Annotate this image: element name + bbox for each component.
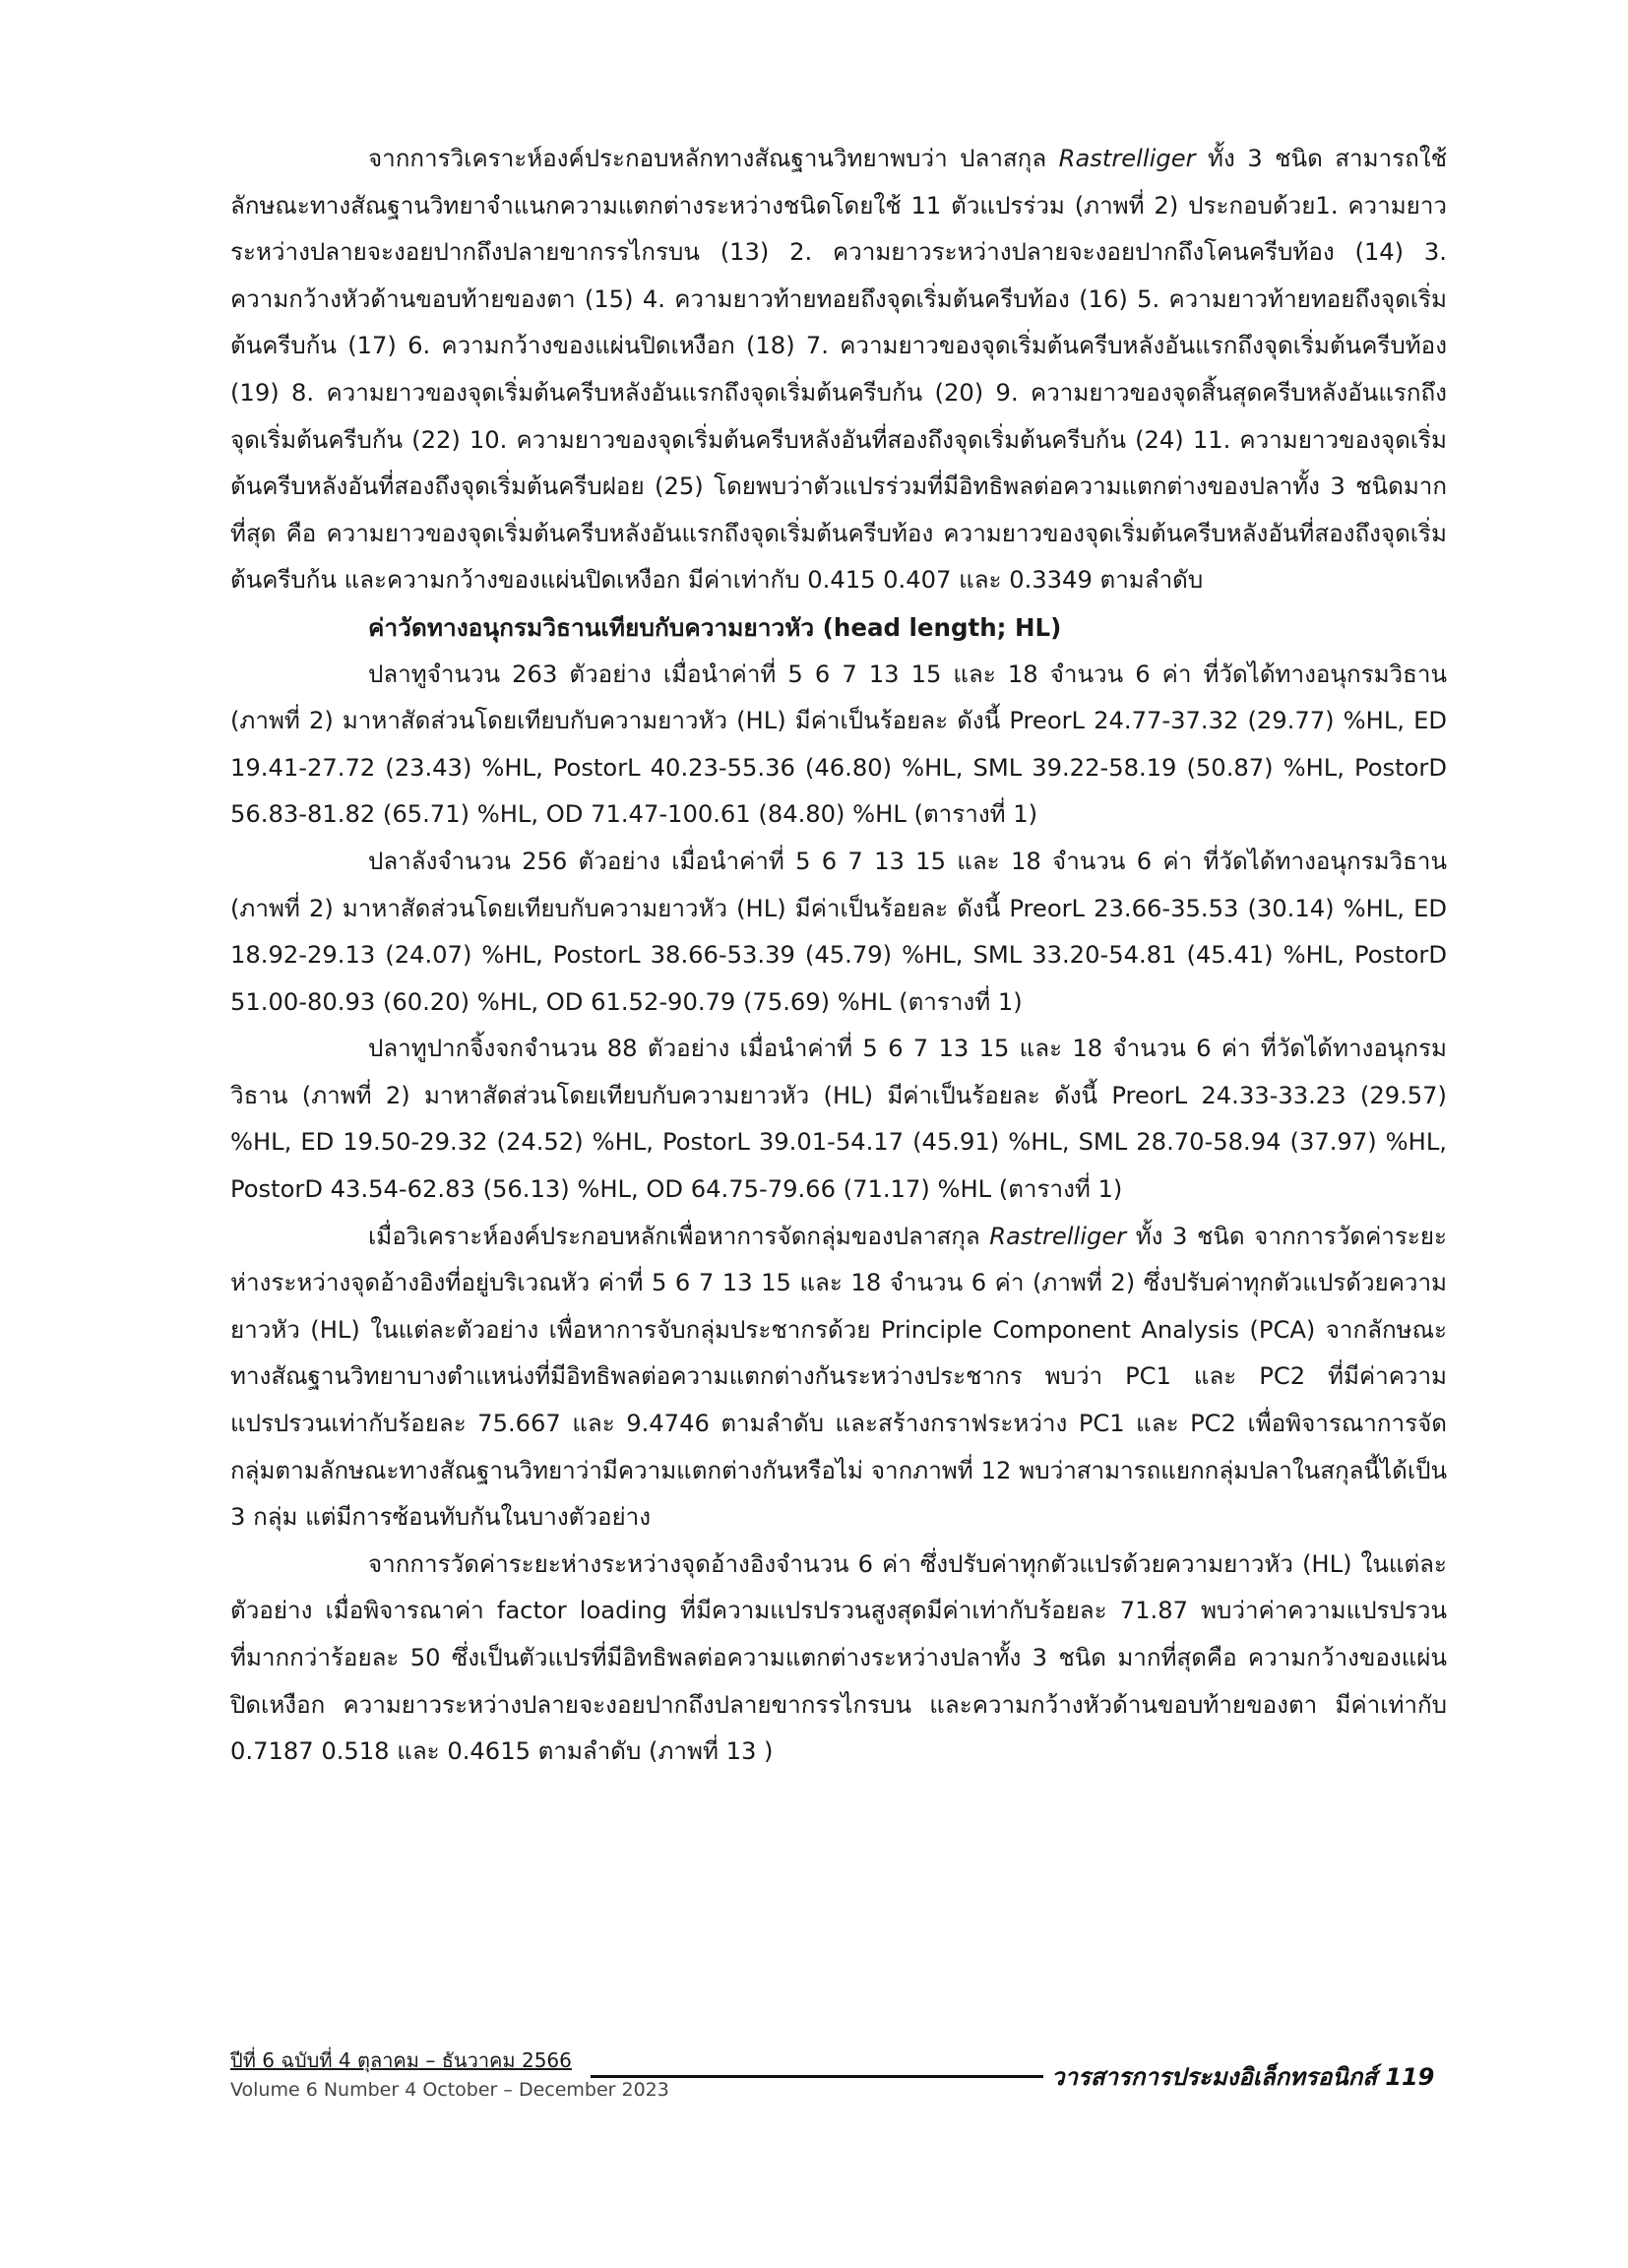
footer-thai-issue: ปีที่ 6 ฉบับที่ 4 ตุลาคม – ธันวาคม 2566: [230, 2048, 572, 2072]
paragraph-rastrelliger-kanagurta: ปลาลังจำนวน 256 ตัวอย่าง เมื่อนำค่าที่ 5 6 7 13 15 และ 18 จำนวน 6 ค่า ที่วัดได้ทางอนุกรมวิธาน (ภาพที่ 2) มาหาสัดส่วนโดยเทียบกับความยาวหัว (HL) มีค่าเป็นร้อยละ ดังนี้ PreorL 23.66-35.53 (30.14) %HL, ED 18.92-29.13 (24.07) %HL, PostorL 38.66-53.39 (45.79) %HL, SML 33.20-54.81 (45.41) %HL, PostorD 51.00-80.93 (60.20) %HL, OD 61.52-90.79 (75.69) %HL (ตารางที่ 1): [230, 847, 1447, 1016]
paragraph-morphology-pca: [230, 136, 1447, 604]
page-number: 119: [1385, 2063, 1435, 2091]
paragraph-text-before: จากการวิเคราะห์องค์ประกอบหลักทางสัณฐานวิทยาพบว่า ปลาสกุล: [368, 145, 1059, 172]
paragraph-text-before: เมื่อวิเคราะห์องค์ประกอบหลักเพื่อหาการจัดกลุ่มของปลาสกุล: [368, 1222, 990, 1250]
paragraph-text-after: ทั้ง 3 ชนิด สามารถใช้ลักษณะทางสัณฐานวิทยาจำแนกความแตกต่างระหว่างชนิดโดยใช้ 11 ตัวแปรร่วม (ภาพที่ 2) ประกอบด้วย1. ความยาวระหว่างปลายจะงอยปากถึงปลายขากรรไกรบน (13) 2. ความยาวระหว่างปลายจะงอยปากถึงโคนครีบท้อง (14) 3. ความกว้างหัวด้านขอบท้ายของตา (15) 4. ความยาวท้ายทอยถึงจุดเริ่มต้นครีบท้อง (16) 5. ความยาวท้ายทอยถึงจุดเริ่มต้นครีบก้น (17) 6. ความกว้างของแผ่นปิดเหงือก (18) 7. ความยาวของจุดเริ่มต้นครีบหลังอันแรกถึงจุดเริ่มต้นครีบท้อง (19) 8. ความยาวของจุดเริ่มต้นครีบหลังอันแรกถึงจุดเริ่มต้นครีบก้น (20) 9. ความยาวของจุดสิ้นสุดครีบหลังอันแรกถึงจุดเริ่มต้นครีบก้น (22) 10. ความยาวของจุดเริ่มต้นครีบหลังอันที่สองถึงจุดเริ่มต้นครีบก้น (24) 11. ความยาวของจุดเริ่มต้นครีบหลังอันที่สองถึงจุดเริ่มต้นครีบฝอย (25) โดยพบว่าตัวแปรร่วมที่มีอิทธิพลต่อความแตกต่างของปลาทั้ง 3 ชนิดมากที่สุด คือ ความยาวของจุดเริ่มต้นครีบหลังอันแรกถึงจุดเริ่มต้นครีบท้อง ความยาวของจุดเริ่มต้นครีบหลังอันที่สองถึงจุดเริ่มต้นครีบก้น และความกว้างของแผ่นปิดเหงือก มีค่าเท่ากับ 0.415 0.407 และ 0.3349 ตามลำดับ: [230, 145, 1447, 595]
paragraph-factor-loading: จากการวัดค่าระยะห่างระหว่างจุดอ้างอิงจำนวน 6 ค่า ซึ่งปรับค่าทุกตัวแปรด้วยความยาวหัว (HL) ในแต่ละตัวอย่าง เมื่อพิจารณาค่า factor loading ที่มีความแปรปรวนสูงสุดมีค่าเท่ากับร้อยละ 71.87 พบว่าค่าความแปรปรวนที่มากกว่าร้อยละ 50 ซึ่งเป็นตัวแปรที่มีอิทธิพลต่อความแตกต่างระหว่างปลาทั้ง 3 ชนิด มากที่สุดคือ ความกว้างของแผ่นปิดเหงือก ความยาวระหว่างปลายจะงอยปากถึงปลายขากรรไกรบน และความกว้างหัวด้านขอบท้ายของตา มีค่าเท่ากับ 0.7187 0.518 และ 0.4615 ตามลำดับ (ภาพที่ 13 ): [230, 1549, 1447, 1766]
footer-divider: [591, 2075, 1043, 2078]
journal-name: วารสารการประมงอิเล็กทรอนิกส์: [1051, 2063, 1377, 2091]
paragraph-rastrelliger-brachysoma: ปลาทูจำนวน 263 ตัวอย่าง เมื่อนำค่าที่ 5 6 7 13 15 และ 18 จำนวน 6 ค่า ที่วัดได้ทางอนุกรมวิธาน (ภาพที่ 2) มาหาสัดส่วนโดยเทียบกับความยาวหัว (HL) มีค่าเป็นร้อยละ ดังนี้ PreorL 24.77-37.32 (29.77) %HL, ED 19.41-27.72 (23.43) %HL, PostorL 40.23-55.36 (46.80) %HL, SML 39.22-58.19 (50.87) %HL, PostorD 56.83-81.82 (65.71) %HL, OD 71.47-100.61 (84.80) %HL (ตารางที่ 1): [230, 660, 1447, 829]
genus-name: Rastrelliger: [1058, 145, 1196, 172]
genus-name: Rastrelliger: [989, 1222, 1127, 1250]
page-body: [230, 136, 1447, 1776]
section-subheading: ค่าวัดทางอนุกรมวิธานเทียบกับความยาวหัว (head length; HL): [368, 612, 1062, 642]
paragraph-pca-grouping: [230, 1214, 1447, 1542]
footer-journal: [1051, 2057, 1434, 2096]
footer-english-issue: Volume 6 Number 4 October – December 2023: [230, 2079, 669, 2101]
paragraph-rastrelliger-faughni: ปลาทูปากจิ้งจกจำนวน 88 ตัวอย่าง เมื่อนำค่าที่ 5 6 7 13 15 และ 18 จำนวน 6 ค่า ที่วัดได้ทางอนุกรมวิธาน (ภาพที่ 2) มาหาสัดส่วนโดยเทียบกับความยาวหัว (HL) มีค่าเป็นร้อยละ ดังนี้ PreorL 24.33-33.23 (29.57) %HL, ED 19.50-29.32 (24.52) %HL, PostorL 39.01-54.17 (45.91) %HL, SML 28.70-58.94 (37.97) %HL, PostorD 43.54-62.83 (56.13) %HL, OD 64.75-79.66 (71.17) %HL (ตารางที่ 1): [230, 1035, 1447, 1204]
paragraph-text-after: ทั้ง 3 ชนิด จากการวัดค่าระยะห่างระหว่างจุดอ้างอิงที่อยู่บริเวณหัว ค่าที่ 5 6 7 13 15 และ 18 จำนวน 6 ค่า (ภาพที่ 2) ซึ่งปรับค่าทุกตัวแปรด้วยความยาวหัว (HL) ในแต่ละตัวอย่าง เพื่อหาการจับกลุ่มประชากรด้วย Principle Component Analysis (PCA) จากลักษณะทางสัณฐานวิทยาบางตำแหน่งที่มีอิทธิพลต่อความแตกต่างกันระหว่างประชากร พบว่า PC1 และ PC2 ที่มีค่าความแปรปรวนเท่ากับร้อยละ 75.667 และ 9.4746 ตามลำดับ และสร้างกราฟระหว่าง PC1 และ PC2 เพื่อพิจารณาการจัดกลุ่มตามลักษณะทางสัณฐานวิทยาว่ามีความแตกต่างกันหรือไม่ จากภาพที่ 12 พบว่าสามารถแยกกลุ่มปลาในสกุลนี้ได้เป็น 3 กลุ่ม แต่มีการซ้อนทับกันในบางตัวอย่าง: [230, 1222, 1448, 1532]
